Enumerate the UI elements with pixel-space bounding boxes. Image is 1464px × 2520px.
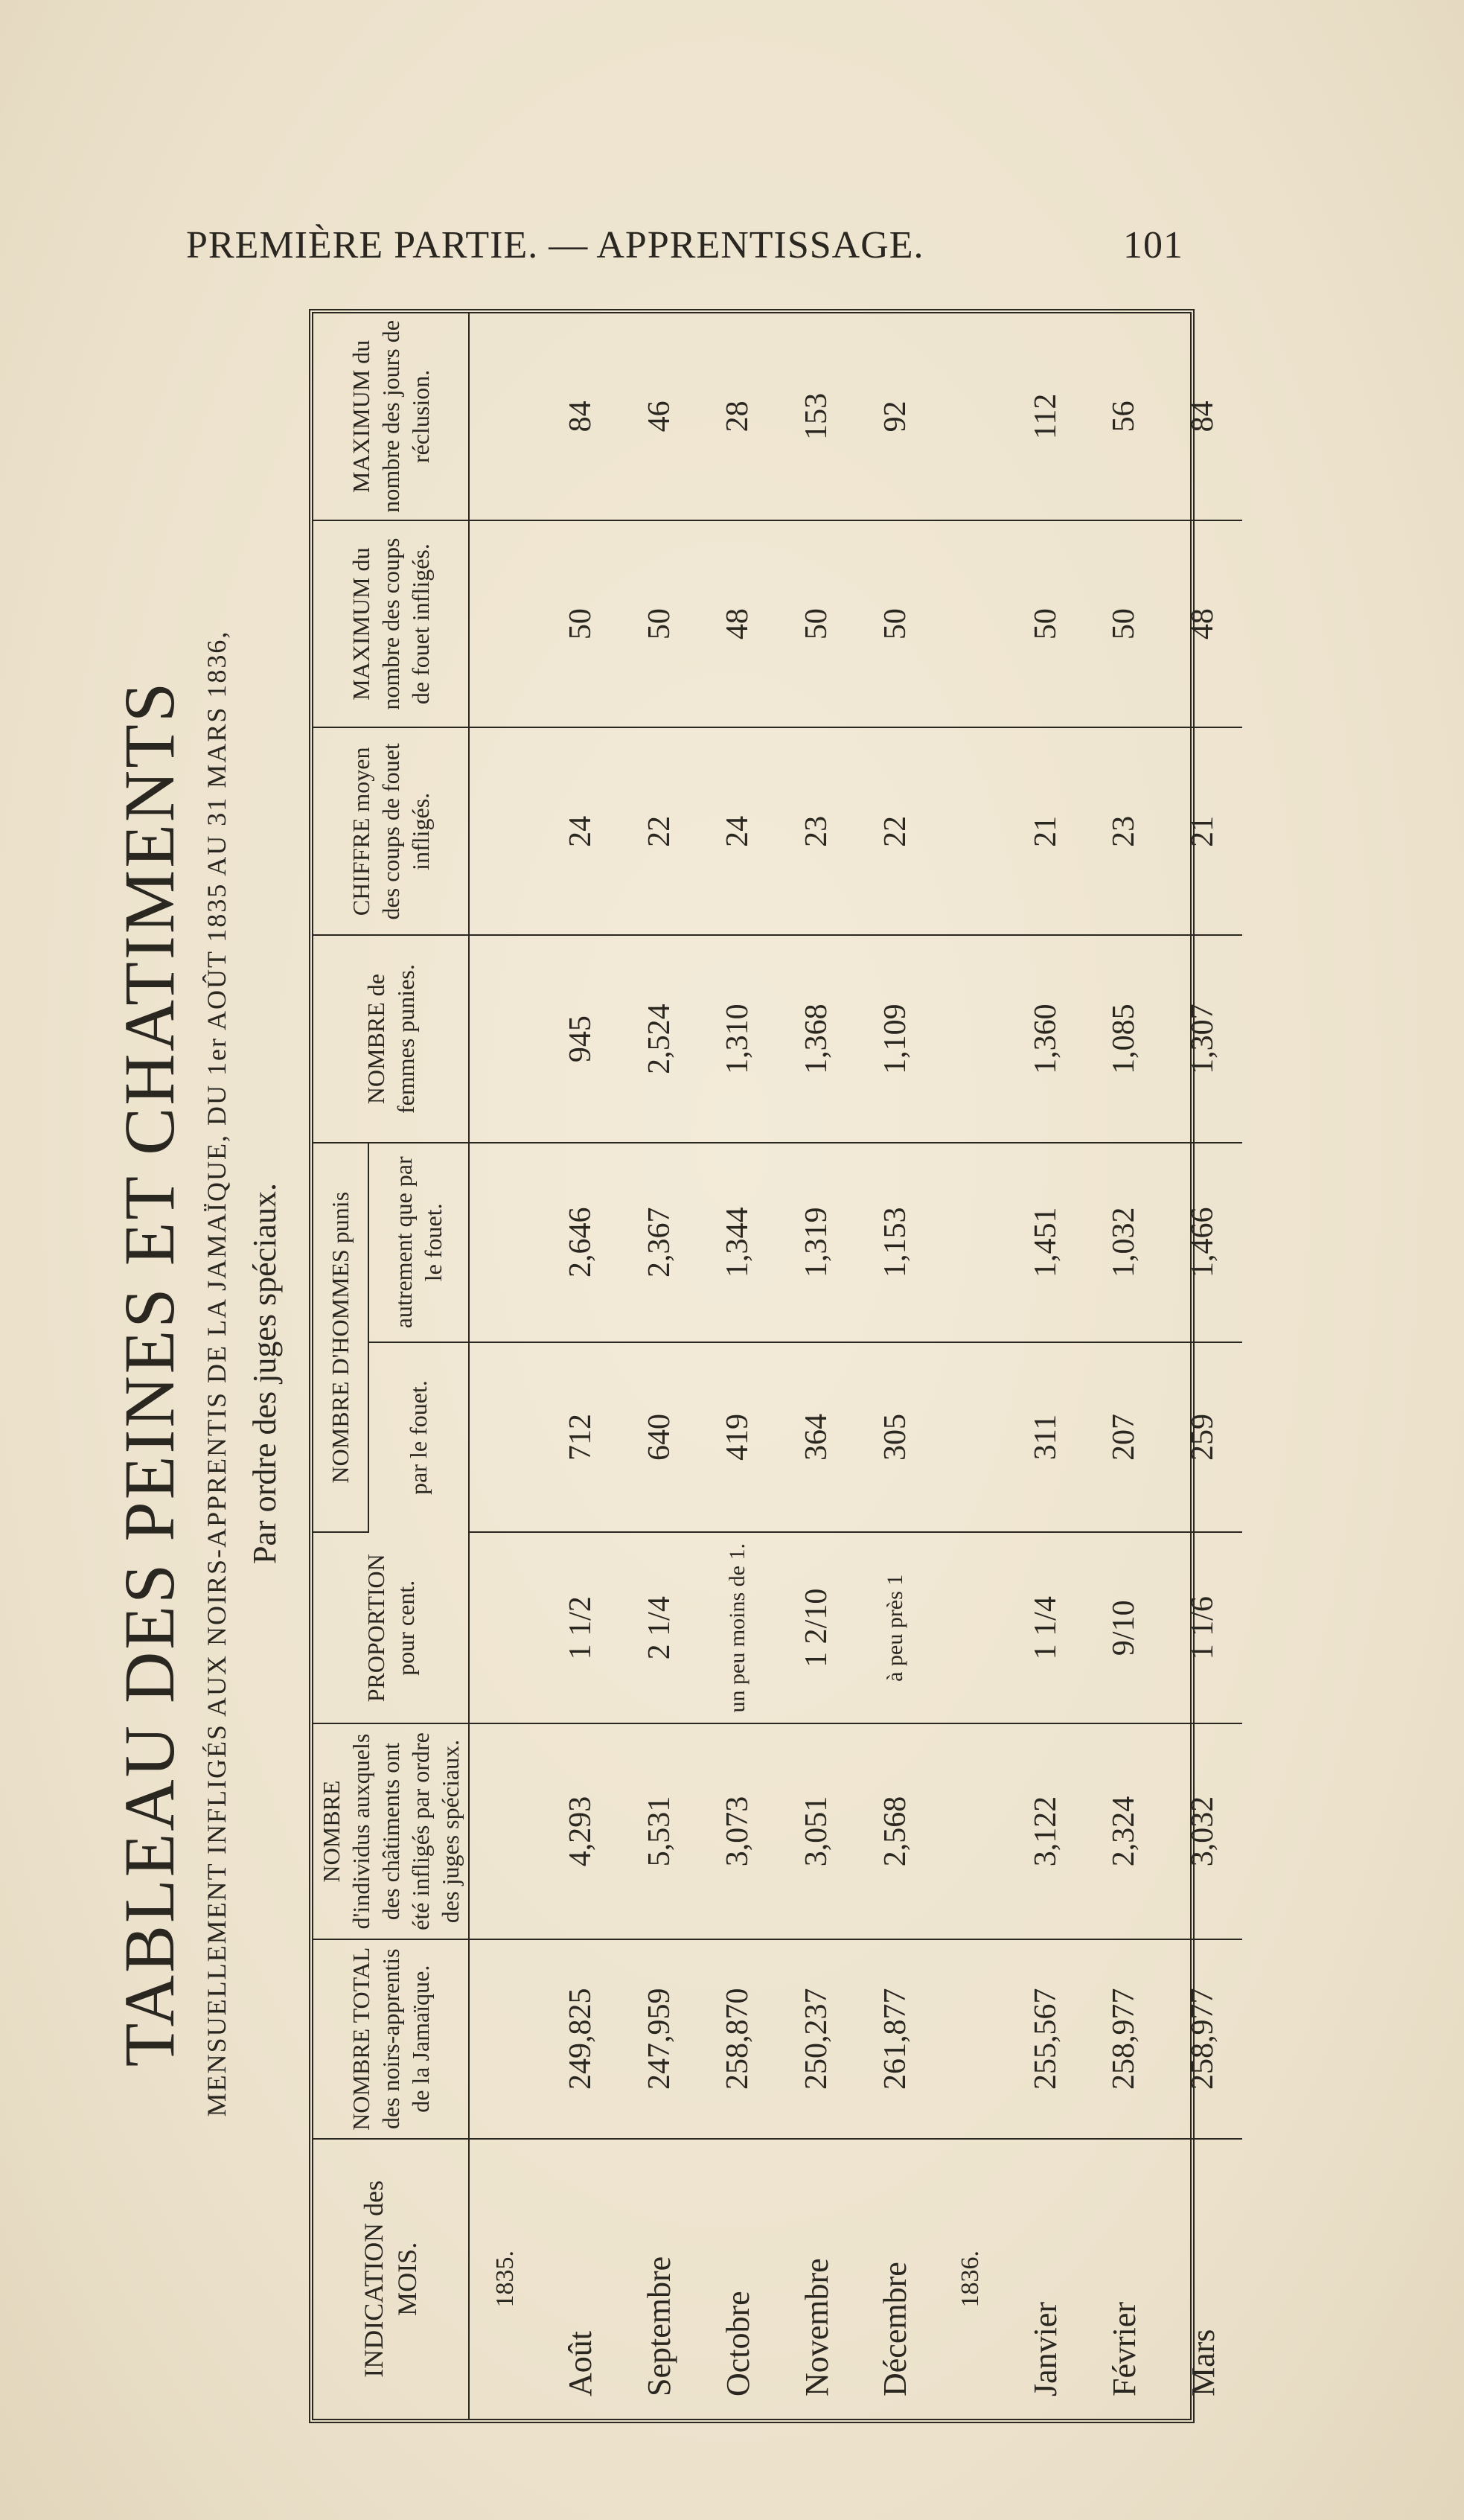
cell-femmes: 1,307	[1163, 935, 1242, 1143]
cell-autrement: 1,032	[1084, 1143, 1163, 1342]
cell-proportion: 1 1/2	[541, 1532, 620, 1723]
col-proportion: PROPORTION pour cent.	[313, 1532, 469, 1723]
cell-total: 249,825	[541, 1939, 620, 2139]
table-row	[541, 313, 620, 2419]
cell-femmes: 1,310	[699, 935, 778, 1143]
col-total: NOMBRE TOTAL des noirs-apprentis de la Jamaïque.	[313, 1939, 469, 2139]
table-row	[1006, 313, 1085, 2419]
rotated-table-block	[108, 294, 1221, 2453]
cell-fouet: 640	[620, 1342, 699, 1533]
cell-individus: 3,032	[1163, 1723, 1242, 1939]
cell-proportion: un peu moins de 1.	[699, 1532, 778, 1723]
cell-fouet: 419	[699, 1342, 778, 1533]
col-individus: NOMBRE d'individus auxquels des châtiments ont été infligés par ordre des juges spéciaux.	[313, 1723, 469, 1939]
table-row	[777, 313, 856, 2419]
cell-max-coups: 50	[856, 520, 935, 728]
cell-max-jours: 84	[541, 313, 620, 520]
cell-total: 258,977	[1084, 1939, 1163, 2139]
running-head	[186, 223, 1183, 283]
cell-proportion: à peu près 1	[856, 1532, 935, 1723]
cell-max-jours: 84	[1163, 313, 1242, 520]
cell-autrement: 1,153	[856, 1143, 935, 1342]
cell-max-coups: 48	[1163, 520, 1242, 728]
col-hommes-group: NOMBRE D'HOMMES punis	[313, 1143, 368, 1532]
table-row	[1084, 313, 1163, 2419]
cell-max-coups: 50	[1006, 520, 1085, 728]
cell-max-jours: 28	[699, 313, 778, 520]
cell-max-jours: 153	[777, 313, 856, 520]
table-row	[620, 313, 699, 2419]
cell-mois: Août	[562, 2331, 599, 2396]
table-subtitle: MENSUELLEMENT INFLIGÉS AUX NOIRS-APPRENTIS DE LA JAMAÏQUE, DU 1er AOÛT 1835 AU 31 MARS 1836,	[202, 630, 231, 2117]
cell-mois: Novembre	[798, 2258, 835, 2396]
cell-total: 258,977	[1163, 1939, 1242, 2139]
cell-moyen: 24	[541, 727, 620, 935]
cell-individus: 4,293	[541, 1723, 620, 1939]
cell-mois: Décembre	[877, 2262, 914, 2396]
table-row	[1163, 313, 1242, 2419]
cell-mois: Mars	[1184, 2329, 1221, 2396]
cell-max-coups: 48	[699, 520, 778, 728]
cell-moyen: 22	[856, 727, 935, 935]
cell-proportion: 1 2/10	[777, 1532, 856, 1723]
cell-max-jours: 92	[856, 313, 935, 520]
table-row	[699, 313, 778, 2419]
cell-max-jours: 56	[1084, 313, 1163, 520]
cell-moyen: 24	[699, 727, 778, 935]
cell-max-coups: 50	[777, 520, 856, 728]
cell-individus: 2,568	[856, 1723, 935, 1939]
table-title: TABLEAU DES PEINES ET CHATIMENTS	[109, 680, 189, 2067]
col-hommes-fouet: par le fouet.	[368, 1342, 469, 1533]
cell-mois: Octobre	[719, 2291, 756, 2396]
cell-mois: Janvier	[1027, 2301, 1064, 2396]
year-label: 1836.	[956, 2251, 984, 2308]
cell-max-jours: 46	[620, 313, 699, 520]
cell-femmes: 1,360	[1006, 935, 1085, 1143]
cell-autrement: 1,319	[777, 1143, 856, 1342]
cell-femmes: 2,524	[620, 935, 699, 1143]
col-hommes-autrement: autrement que par le fouet.	[368, 1143, 469, 1342]
cell-moyen: 23	[1084, 727, 1163, 935]
cell-total: 250,237	[777, 1939, 856, 2139]
cell-autrement: 1,344	[699, 1143, 778, 1342]
cell-fouet: 207	[1084, 1342, 1163, 1533]
cell-max-coups: 50	[620, 520, 699, 728]
table-row	[856, 313, 935, 2419]
cell-mois: Février	[1105, 2301, 1142, 2396]
cell-moyen: 21	[1006, 727, 1085, 935]
cell-individus: 2,324	[1084, 1723, 1163, 1939]
cell-autrement: 1,466	[1163, 1143, 1242, 1342]
cell-fouet: 259	[1163, 1342, 1242, 1533]
cell-max-coups: 50	[1084, 520, 1163, 728]
col-chiffre-moyen: CHIFFRE moyen des coups de fouet infligés.	[313, 727, 469, 935]
cell-fouet: 712	[541, 1342, 620, 1533]
cell-femmes: 1,085	[1084, 935, 1163, 1143]
cell-autrement: 2,646	[541, 1143, 620, 1342]
cell-individus: 3,122	[1006, 1723, 1085, 1939]
cell-autrement: 1,451	[1006, 1143, 1085, 1342]
cell-moyen: 21	[1163, 727, 1242, 935]
table-subtitle-2: Par ordre des juges spéciaux.	[246, 1183, 283, 1564]
cell-moyen: 23	[777, 727, 856, 935]
col-max-coups: MAXIMUM du nombre des coups de fouet infligés.	[313, 520, 469, 728]
cell-individus: 3,073	[699, 1723, 778, 1939]
cell-femmes: 945	[541, 935, 620, 1143]
col-max-jours: MAXIMUM du nombre des jours de réclusion.	[313, 313, 469, 520]
cell-moyen: 22	[620, 727, 699, 935]
cell-proportion: 2 1/4	[620, 1532, 699, 1723]
cell-total: 261,877	[856, 1939, 935, 2139]
cell-total: 258,870	[699, 1939, 778, 2139]
cell-mois: Septembre	[641, 2256, 678, 2396]
cell-individus: 5,531	[620, 1723, 699, 1939]
cell-individus: 3,051	[777, 1723, 856, 1939]
cell-fouet: 305	[856, 1342, 935, 1533]
cell-proportion: 9/10	[1084, 1532, 1163, 1723]
cell-total: 247,959	[620, 1939, 699, 2139]
running-head-title: PREMIÈRE PARTIE. — APPRENTISSAGE.	[186, 224, 924, 267]
cell-femmes: 1,368	[777, 935, 856, 1143]
cell-autrement: 2,367	[620, 1143, 699, 1342]
col-femmes: NOMBRE de femmes punies.	[313, 935, 469, 1143]
year-label: 1835.	[491, 2251, 520, 2308]
page-number: 101	[1123, 224, 1183, 267]
cell-max-jours: 112	[1006, 313, 1085, 520]
table-frame	[309, 309, 1221, 2423]
cell-fouet: 364	[777, 1342, 856, 1533]
cell-max-coups: 50	[541, 520, 620, 728]
cell-fouet: 311	[1006, 1342, 1085, 1533]
cell-total: 255,567	[1006, 1939, 1085, 2139]
cell-femmes: 1,109	[856, 935, 935, 1143]
cell-proportion: 1 1/6	[1163, 1532, 1242, 1723]
col-indication: INDICATION des MOIS.	[313, 2139, 469, 2419]
cell-proportion: 1 1/4	[1006, 1532, 1085, 1723]
penalties-table	[313, 313, 1242, 2419]
